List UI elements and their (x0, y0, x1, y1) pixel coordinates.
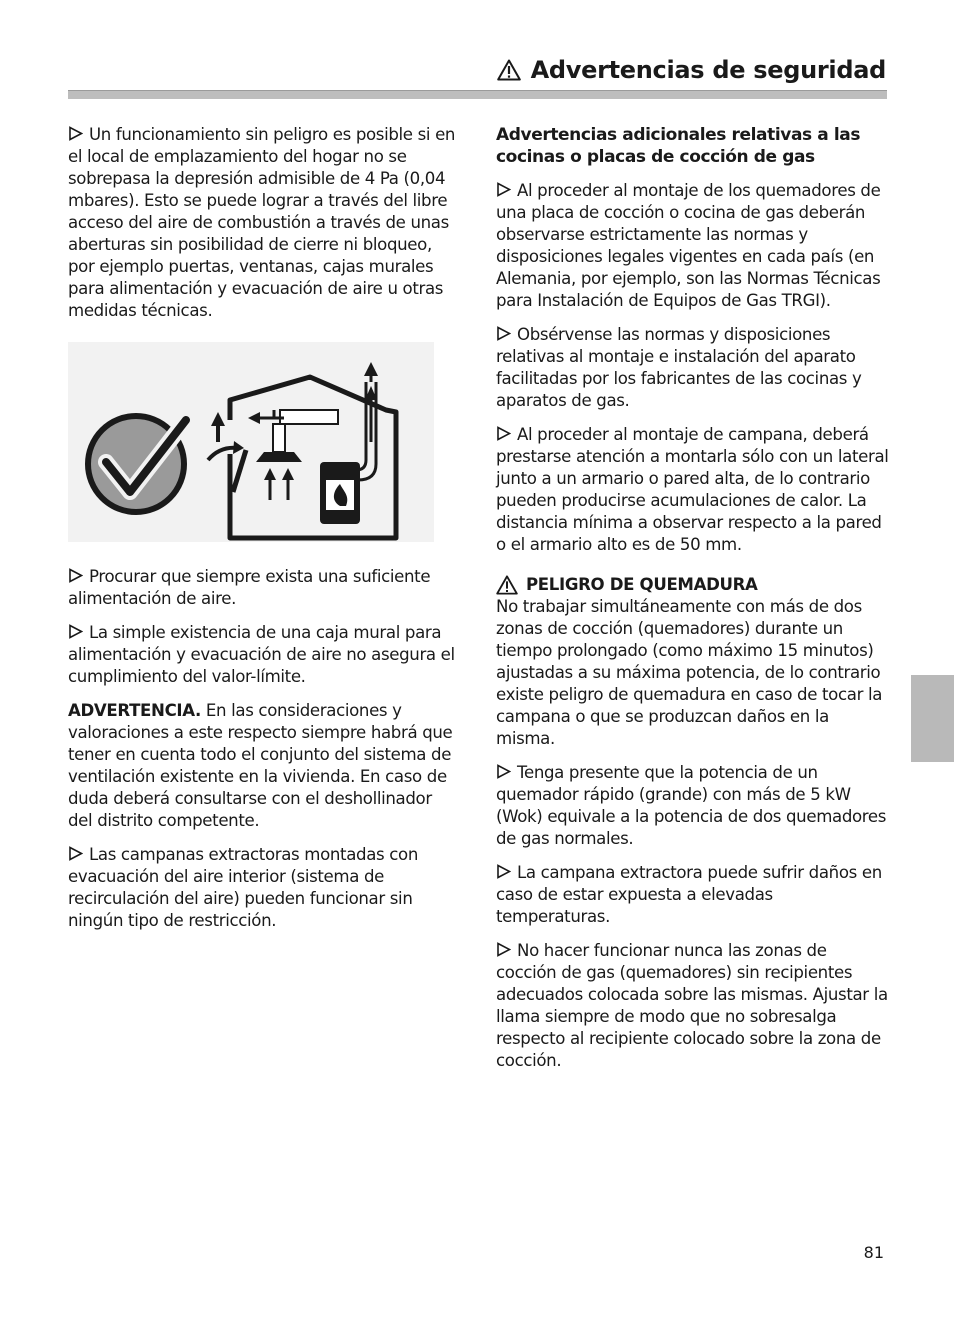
paragraph-text: Al proceder al montaje de campana, deberá prestarse atención a montarla sólo con un lateral junto a un armario o pared alta, de lo contrario pueden producirse acumulaciones de calor. La distancia mínima a observar respecto a la pared o el armario alto es de 50 mm. (496, 425, 889, 554)
danger-block (496, 574, 890, 750)
paragraph-text: Tenga presente que la potencia de un quemador rápido (grande) con más de 5 kW (Wok) equivale a la potencia de dos quemadores de gas normales. (496, 763, 887, 848)
warning-triangle-icon (496, 575, 518, 595)
page-title (497, 56, 886, 84)
bullet-triangle-icon (68, 126, 83, 141)
bullet-triangle-icon (68, 846, 83, 861)
warning-triangle-icon (497, 59, 521, 81)
bullet-triangle-icon (68, 624, 83, 639)
paragraph (496, 324, 890, 412)
paragraph (496, 180, 890, 312)
left-column (68, 124, 458, 944)
bullet-triangle-icon (496, 764, 511, 779)
bullet-triangle-icon (496, 864, 511, 879)
paragraph (496, 762, 890, 850)
paragraph (68, 844, 458, 932)
danger-title: PELIGRO DE QUEMADURA (526, 575, 758, 594)
paragraph (68, 566, 458, 610)
danger-heading (496, 574, 890, 596)
paragraph-text: La campana extractora puede sufrir daños en caso de estar expuesta a elevadas temperaturas. (496, 863, 882, 926)
warning-text: En las consideraciones y valoraciones a este respecto siempre habrá que tener en cuenta todo el conjunto del sistema de ventilación existente en la vivienda. En caso de duda deberá consultarse con el deshollinador del distrito competente. (68, 701, 453, 830)
paragraph-text: Las campanas extractoras montadas con evacuación del aire interior (sistema de recirculación del aire) pueden funcionar sin ningún tipo de restricción. (68, 845, 418, 930)
bullet-triangle-icon (496, 426, 511, 441)
page-number: 81 (863, 1243, 884, 1262)
paragraph (68, 124, 458, 322)
bullet-triangle-icon (496, 942, 511, 957)
chapter-side-tab (911, 675, 954, 762)
bullet-triangle-icon (68, 568, 83, 583)
bullet-triangle-icon (496, 182, 511, 197)
danger-text: No trabajar simultáneamente con más de dos zonas de cocción (quemadores) durante un tiempo prolongado (como máximo 15 minutos) ajustadas a su máxima potencia, de lo contrario existe peligro de quemadura en caso de tocar la campana o que se produzcan daños en la misma. (496, 597, 883, 748)
page-title-text: Advertencias de seguridad (530, 56, 886, 84)
paragraph-text: Al proceder al montaje de los quemadores de una placa de cocción o cocina de gas deberán observarse estrictamente las normas y disposiciones legales vigentes en cada país (en Alemania, por ejemplo, son las Normas Técnicas para Instalación de Equipos de Gas TRGI). (496, 181, 881, 310)
header-divider (68, 90, 887, 99)
warning-paragraph (68, 700, 458, 832)
paragraph (496, 940, 890, 1072)
right-column (496, 124, 890, 1084)
paragraph (496, 862, 890, 928)
paragraph-text: Obsérvense las normas y disposiciones relativas al montaje e instalación del aparato facilitadas por los fabricantes de las cocinas y aparatos de gas. (496, 325, 862, 410)
warning-label: ADVERTENCIA. (68, 701, 201, 720)
ventilation-approved-illustration (68, 342, 434, 542)
paragraph (496, 424, 890, 556)
paragraph-text: Procurar que siempre exista una suficiente alimentación de aire. (68, 567, 431, 608)
bullet-triangle-icon (496, 326, 511, 341)
paragraph-text: No hacer funcionar nunca las zonas de cocción de gas (quemadores) sin recipientes adecuados colocada sobre las mismas. Ajustar la llama siempre de modo que no sobresalga respecto al recipiente colocado sobre la zona de cocción. (496, 941, 888, 1070)
paragraph (68, 622, 458, 688)
section-heading: Advertencias adicionales relativas a las cocinas o placas de cocción de gas (496, 125, 861, 167)
paragraph-text: La simple existencia de una caja mural para alimentación y evacuación de aire no asegura el cumplimiento del valor-límite. (68, 623, 455, 686)
paragraph-text: Un funcionamiento sin peligro es posible si en el local de emplazamiento del hogar no se sobrepasa la depresión admisible de 4 Pa (0,04 mbares). Esto se puede lograr a través del libre acceso del aire de combustión a través de unas aberturas sin posibilidad de cierre ni bloqueo, por ejemplo puertas, ventanas, cajas murales para alimentación y evacuación de aire u otras medidas técnicas. (68, 125, 456, 320)
